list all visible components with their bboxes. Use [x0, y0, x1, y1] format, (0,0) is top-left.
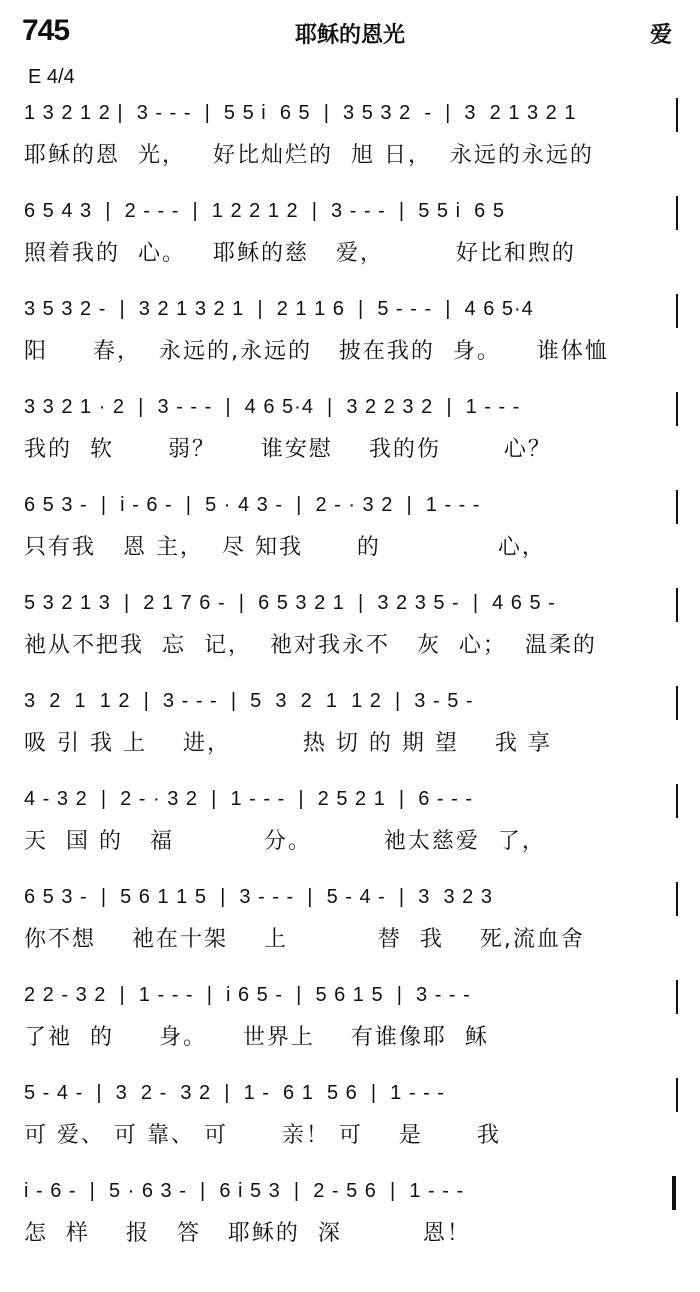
- lyrics-row: 照着我的 心。 耶稣的慈 爱， 好比和煦的: [24, 241, 576, 266]
- lyrics-row: 天 国 的 福 分。 祂太慈爱 了，: [24, 829, 546, 854]
- bar-line: [676, 196, 678, 230]
- music-system: [20, 684, 680, 764]
- notes-text: 3 3 2 1 · 2 | 3 - - - | 4 6 5·4 | 3 2 2 3 2 | 1 - - -: [24, 396, 521, 418]
- notes-row: [20, 1174, 680, 1214]
- lyrics-row: 只有我 恩 主， 尽 知我 的 心，: [24, 535, 546, 560]
- lyrics-row: 祂从不把我 忘 记， 祂对我永不 灰 心； 温柔的: [24, 633, 597, 658]
- notes-row: [20, 194, 680, 234]
- music-system: [20, 96, 680, 176]
- notes-row: [20, 586, 680, 626]
- music-system: [20, 978, 680, 1058]
- lyrics-row: 怎 样 报 答 耶稣的 深 恩！: [24, 1221, 471, 1246]
- bar-line: [676, 392, 678, 426]
- hymn-number: 745: [22, 14, 70, 47]
- lyrics-row: 耶稣的恩 光， 好比灿烂的 旭 日， 永远的永远的: [24, 143, 594, 168]
- notes-text: 6 5 3 - | i - 6 - | 5 · 4 3 - | 2 - · 3 2 | 1 - - -: [24, 494, 481, 516]
- music-system: [20, 880, 680, 960]
- notes-text: 4 - 3 2 | 2 - · 3 2 | 1 - - - | 2 5 2 1 | 6 - - -: [24, 788, 474, 810]
- notes-text: 3 5 3 2 - | 3 2 1 3 2 1 | 2 1 1 6 | 5 - - - | 4 6 5·4: [24, 298, 534, 320]
- music-system: [20, 292, 680, 372]
- music-system: [20, 1174, 680, 1254]
- lyrics-row: 我的 软 弱？ 谁安慰 我的伤 心？: [24, 437, 552, 462]
- bar-line: [676, 686, 678, 720]
- bar-line: [676, 294, 678, 328]
- bar-line: [676, 588, 678, 622]
- bar-line: [676, 490, 678, 524]
- notes-row: [20, 390, 680, 430]
- key-time-signature: E 4/4: [28, 66, 75, 88]
- music-system: [20, 488, 680, 568]
- notes-row: [20, 96, 680, 136]
- hymn-category: 爱: [649, 22, 672, 47]
- notes-row: [20, 782, 680, 822]
- notes-text: i - 6 - | 5 · 6 3 - | 6 i 5 3 | 2 - 5 6 | 1 - - -: [24, 1180, 465, 1202]
- notes-text: 5 3 2 1 3 | 2 1 7 6 - | 6 5 3 2 1 | 3 2 3 5 - | 4 6 5 -: [24, 592, 556, 614]
- page-header: [0, 14, 700, 58]
- lyrics-row: 了祂 的 身。 世界上 有谁像耶 稣: [24, 1025, 489, 1050]
- notes-text: 5 - 4 - | 3 2 - 3 2 | 1 - 6 1 5 6 | 1 - - -: [24, 1082, 445, 1104]
- notes-text: 1 3 2 1 2 | 3 - - - | 5 5 i 6 5 | 3 5 3 2 - | 3 2 1 3 2 1: [24, 102, 577, 124]
- lyrics-row: 阳 春， 永远的,永远的 披在我的 身。 谁体恤: [24, 339, 609, 364]
- music-system: [20, 194, 680, 274]
- notes-row: [20, 292, 680, 332]
- notes-text: 2 2 - 3 2 | 1 - - - | i 6 5 - | 5 6 1 5 | 3 - - -: [24, 984, 471, 1006]
- bar-line: [676, 1078, 678, 1112]
- notes-text: 3 2 1 1 2 | 3 - - - | 5 3 2 1 1 2 | 3 - 5 -: [24, 690, 474, 712]
- lyrics-row: 你不想 祂在十架 上 替 我 死,流血舍: [24, 927, 585, 952]
- notes-row: [20, 488, 680, 528]
- hymn-title: 耶稣的恩光: [294, 22, 405, 47]
- lyrics-row: 吸 引 我 上 进， 热 切 的 期 望 我 享: [24, 731, 552, 756]
- lyrics-row: 可 爱、 可 靠、 可 亲！ 可 是 我: [24, 1123, 501, 1148]
- music-system: [20, 782, 680, 862]
- notes-row: [20, 684, 680, 724]
- music-system: [20, 390, 680, 470]
- notes-row: [20, 880, 680, 920]
- bar-line: [676, 784, 678, 818]
- notes-text: 6 5 4 3 | 2 - - - | 1 2 2 1 2 | 3 - - - | 5 5 i 6 5: [24, 200, 505, 222]
- music-system: [20, 586, 680, 666]
- notes-row: [20, 978, 680, 1018]
- bar-line: [676, 882, 678, 916]
- bar-line: [676, 980, 678, 1014]
- music-system: [20, 1076, 680, 1156]
- bar-line: [672, 1176, 676, 1210]
- notes-text: 6 5 3 - | 5 6 1 1 5 | 3 - - - | 5 - 4 - | 3 3 2 3: [24, 886, 493, 908]
- bar-line: [676, 98, 678, 132]
- notes-row: [20, 1076, 680, 1116]
